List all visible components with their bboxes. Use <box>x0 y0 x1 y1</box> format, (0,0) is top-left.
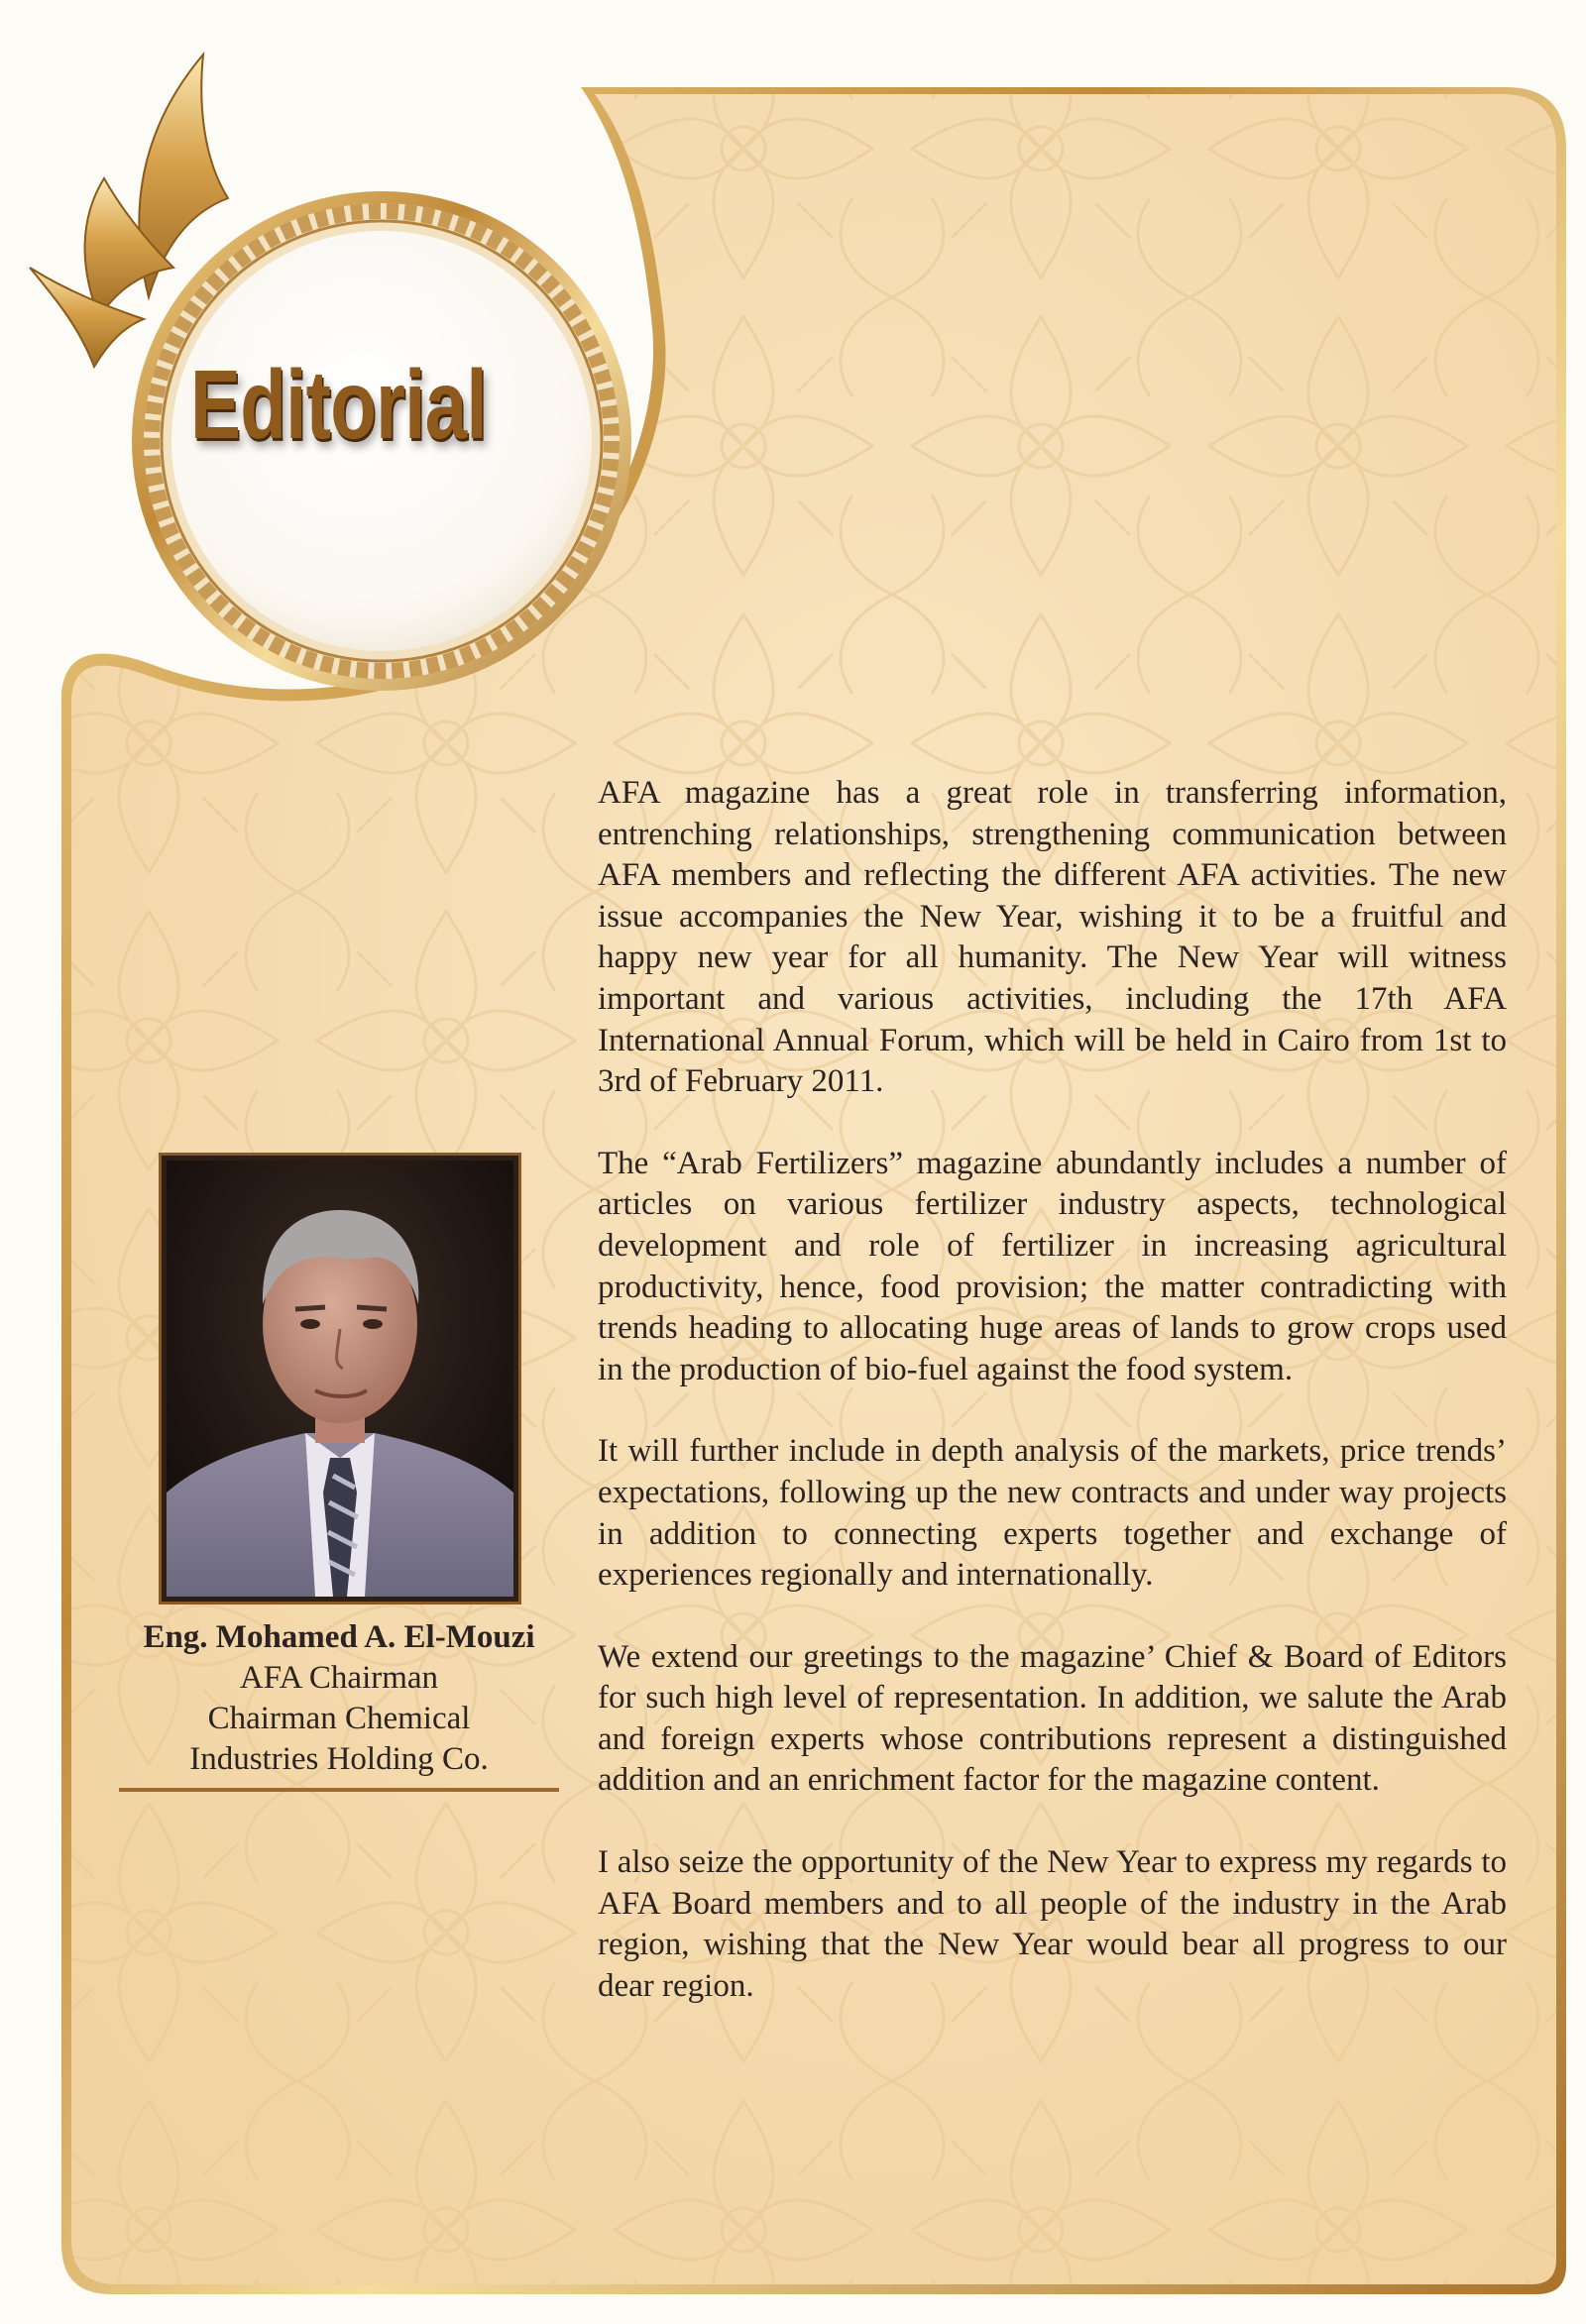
author-role: AFA Chairman <box>239 1660 439 1696</box>
portrait-illustration <box>167 1161 513 1597</box>
page-title: Editorial <box>190 350 487 459</box>
author-organization-line-2: Industries Holding Co. <box>189 1741 489 1777</box>
caption-divider <box>119 1788 559 1792</box>
article-paragraph: The “Arab Fertilizers” magazine abundantly includes a number of articles on various fertilizer industry aspects, technological development and role of fertilizer in increasing agricultural productivity, hence, food provision; the matter contradicting with trends heading to allocating huge areas of lands to grow crops used in the production of bio-fuel against the food system. <box>598 1145 1507 1387</box>
author-portrait <box>159 1153 521 1605</box>
article-body <box>598 773 1507 2047</box>
author-caption <box>119 1617 559 1780</box>
author-organization-line-1: Chairman Chemical <box>207 1701 471 1736</box>
article-paragraph: AFA magazine has a great role in transferring information, entrenching relationships, strengthening communication between AFA members and reflecting the different AFA activities. The new issue accompanies the New Year, wishing it to be a fruitful and happy new year for all humanity. The New Year will witness important and various activities, including the 17th AFA International Annual Forum, which will be held in Cairo from 1st to 3rd of February 2011. <box>598 775 1507 1100</box>
author-name: Eng. Mohamed A. El-Mouzi <box>143 1619 535 1655</box>
article-paragraph: It will further include in depth analysis of the markets, price trends’ expectations, following up the new contracts and under way projects in addition to connecting experts together and exchange of experiences regionally and internationally. <box>598 1433 1507 1594</box>
article-paragraph: We extend our greetings to the magazine’ Chief & Board of Editors for such high level of representation. In addition, we salute the Arab and foreign experts whose contributions represent a distinguished addition and an enrichment factor for the magazine content. <box>598 1638 1507 1799</box>
article-paragraph: I also seize the opportunity of the New Year to express my regards to AFA Board members and to all people of the industry in the Arab region, wishing that the New Year would bear all progress to our dear region. <box>598 1844 1507 2004</box>
